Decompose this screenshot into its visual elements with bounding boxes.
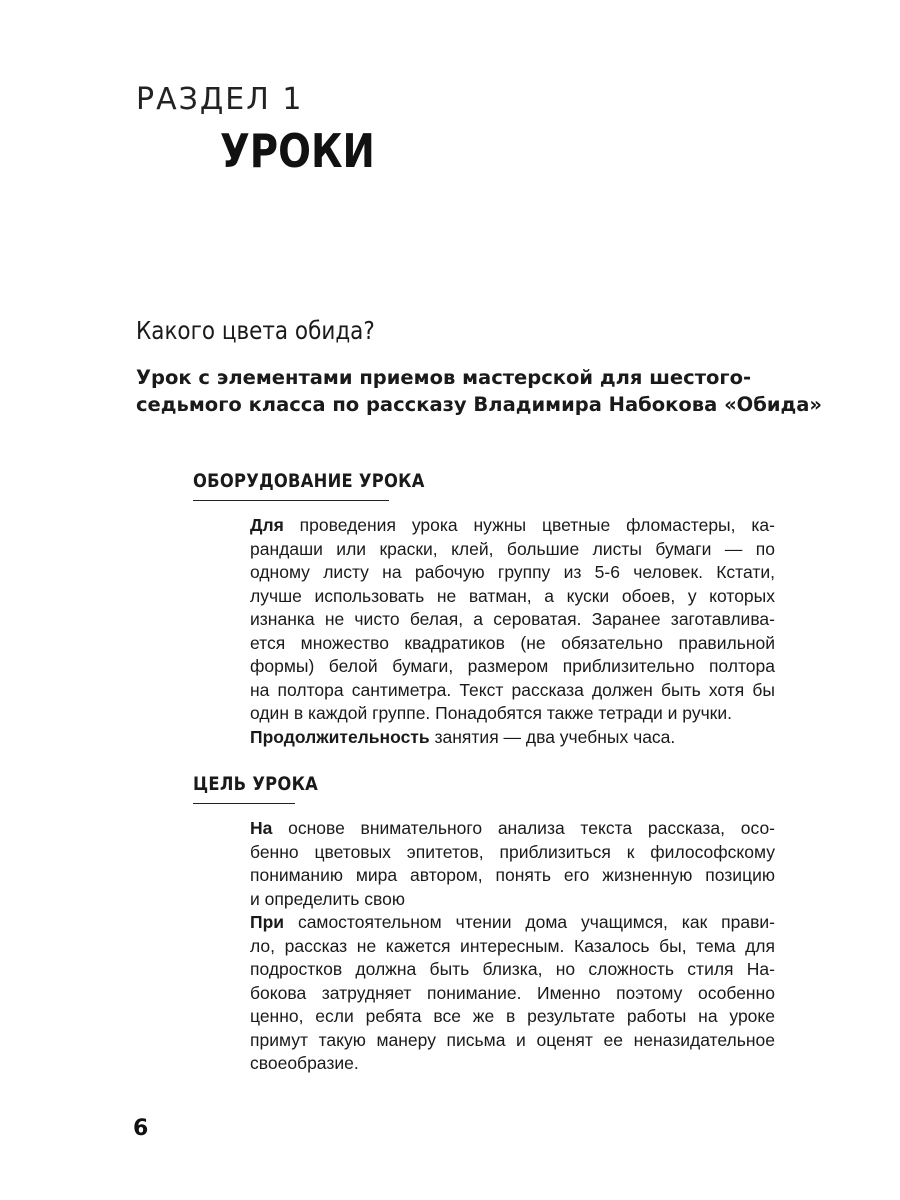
equipment-heading-underline [193,500,389,501]
goal-heading-underline [193,803,295,804]
equipment-heading: ОБОРУДОВАНИЕ УРОКА [193,470,425,492]
paragraph-line: изнанка не чисто белая, а сероватая. Заранее заготавлива- [250,609,775,629]
paragraph-line: пониманию мира автором, понять его жизненную позицию [250,865,775,885]
duration-line: Продолжительность занятия — два учебных часа. [250,726,676,747]
page-number: 6 [133,1116,149,1141]
section-label: РАЗДЕЛ 1 [136,82,304,117]
paragraph-line: формы) белой бумаги, размером приблизительно полтора [250,656,775,676]
goal-paragraph-2 [250,911,775,1076]
lead-word: Для [250,515,284,535]
lesson-subtitle-line: седьмого класса по рассказу Владимира Набокова «Обида» [136,393,823,416]
paragraph-line: один в каждой группе. Понадобятся также тетради и ручки. [250,703,732,723]
lesson-subtitle-line: Урок с элементами приемов мастерской для шестого- [136,366,752,389]
goal-paragraph-1 [250,817,775,911]
paragraph-line: на полтора сантиметра. Текст рассказа должен быть хотя бы [250,679,775,700]
paragraph-line: ется множество квадратиков (не обязательно правильной [250,632,775,653]
section-title: УРОКИ [220,124,375,178]
paragraph-line: рандаши или краски, клей, большие листы бумаги — по [250,538,775,559]
paragraph-line: подростков должна быть близка, но сложность стиля На- [250,959,775,979]
goal-heading: ЦЕЛЬ УРОКА [193,773,319,795]
lead-word: На [250,818,273,838]
paragraph-line: своеобразие. [250,1053,359,1073]
paragraph-line: бенно цветовых эпитетов, приблизиться к философскому [250,841,775,862]
paragraph-line: Для проведения урока нужны цветные фломастеры, ка- [250,515,775,535]
paragraph-line: и определить свою [250,888,405,909]
lesson-title: Какого цвета обида? [136,316,375,345]
paragraph-line: одному листу на рабочую группу из 5-6 человек. Кстати, [250,562,775,582]
paragraph-line: примут такую манеру письма и оценят ее неназидательное [250,1029,775,1050]
paragraph-line: На основе внимательного анализа текста рассказа, осо- [250,818,775,838]
lesson-subtitle [136,364,823,418]
equipment-paragraph [250,514,775,749]
paragraph-line: ло, рассказ не кажется интересным. Казалось бы, тема для [250,935,775,956]
lead-word: Продолжительность [250,726,430,747]
lead-word: При [250,912,285,932]
paragraph-line: ценно, если ребята все же в результате работы на уроке [250,1006,775,1026]
paragraph-line: лучше использовать не ватман, а куски обоев, у которых [250,585,775,606]
paragraph-line: При самостоятельном чтении дома учащимся, как прави- [250,912,775,932]
paragraph-line: бокова затрудняет понимание. Именно поэтому особенно [250,982,775,1003]
